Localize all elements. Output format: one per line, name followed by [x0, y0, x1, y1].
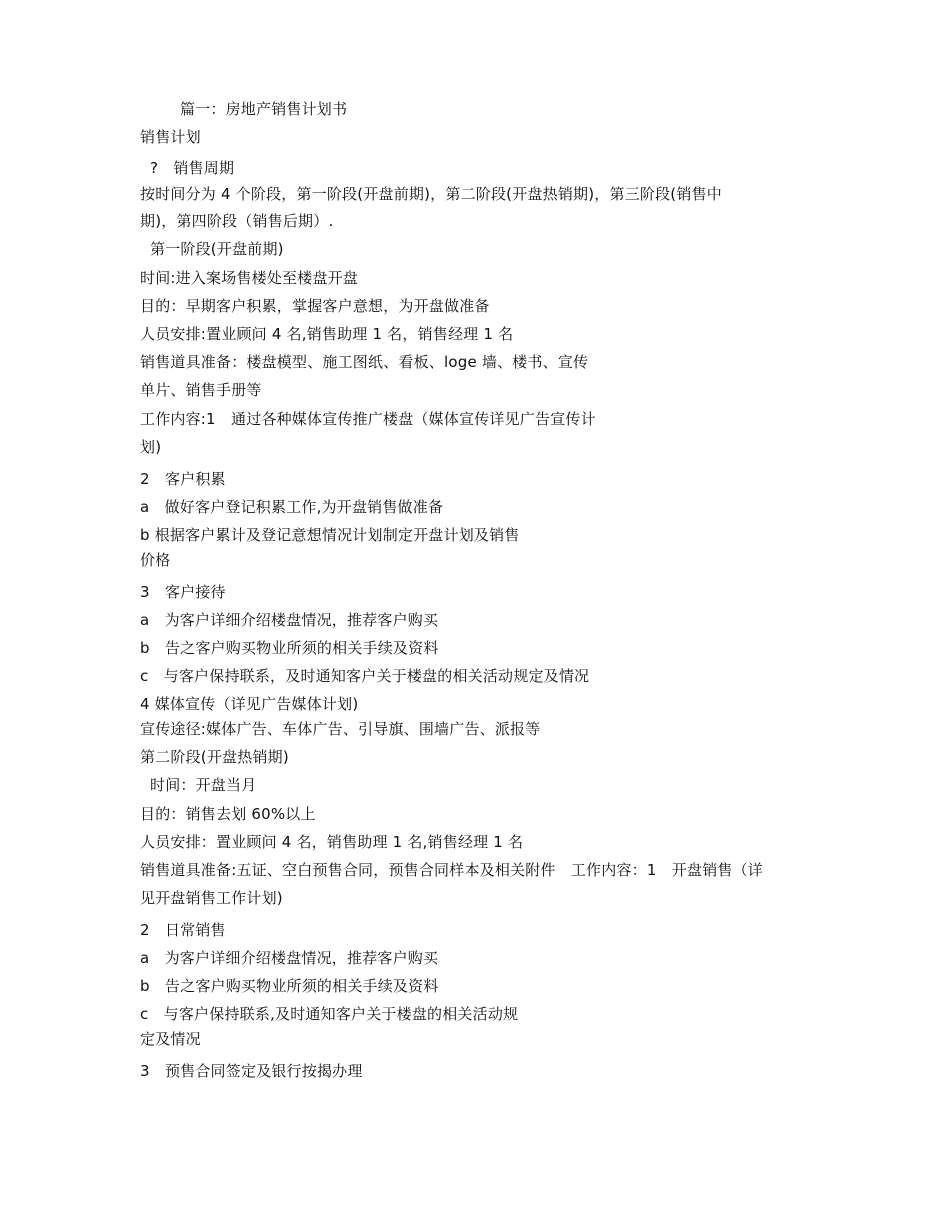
list-item: a 为客户详细介绍楼盘情况，推荐客户购买 [140, 949, 439, 967]
paragraph-line: 人员安排:置业顾问 4 名,销售助理 1 名，销售经理 1 名 [140, 325, 514, 343]
paragraph-line: 划) [140, 438, 162, 456]
heading-sales-plan: 销售计划 [140, 128, 201, 146]
list-item: b 告之客户购买物业所须的相关手续及资料 [140, 977, 439, 995]
heading-phase-1: 第一阶段(开盘前期) [150, 240, 284, 258]
list-item: 3 客户接待 [140, 583, 226, 601]
list-item: a 做好客户登记积累工作,为开盘销售做准备 [140, 498, 444, 516]
list-item: 4 媒体宣传（详见广告媒体计划) [140, 695, 359, 713]
list-item: b 告之客户购买物业所须的相关手续及资料 [140, 639, 439, 657]
paragraph-line: 期)，第四阶段（销售后期）. [140, 212, 334, 230]
list-item: c 与客户保持联系,及时通知客户关于楼盘的相关活动规 [140, 1005, 519, 1023]
paragraph-line: 见开盘销售工作计划) [140, 889, 283, 907]
list-item: a 为客户详细介绍楼盘情况，推荐客户购买 [140, 611, 439, 629]
paragraph-line: 时间：开盘当月 [150, 776, 257, 794]
heading-phase-2: 第二阶段(开盘热销期) [140, 748, 289, 766]
paragraph-line: 价格 [140, 551, 171, 569]
paragraph-line: 人员安排：置业顾问 4 名，销售助理 1 名,销售经理 1 名 [140, 833, 524, 851]
paragraph-line: 工作内容:1 通过各种媒体宣传推广楼盘（媒体宣传详见广告宣传计 [140, 410, 596, 428]
paragraph-line: 目的：销售去划 60%以上 [140, 805, 316, 823]
paragraph-line: 按时间分为 4 个阶段，第一阶段(开盘前期)，第二阶段(开盘热销期)，第三阶段(销售中 [140, 185, 722, 203]
paragraph-line: 销售道具准备:五证、空白预售合同，预售合同样本及相关附件 工作内容：1 开盘销售（详 [140, 861, 764, 879]
list-item: b 根据客户累计及登记意想情况计划制定开盘计划及销售 [140, 526, 520, 544]
paragraph-line: 目的：早期客户积累，掌握客户意想，为开盘做准备 [140, 297, 490, 315]
document-title: 篇一：房地产销售计划书 [180, 100, 348, 118]
list-item: c 与客户保持联系，及时通知客户关于楼盘的相关活动规定及情况 [140, 667, 590, 685]
heading-sales-cycle: ? 销售周期 [150, 159, 235, 177]
paragraph-line: 宣传途径:媒体广告、车体广告、引导旗、围墙广告、派报等 [140, 720, 541, 738]
list-item: 3 预售合同签定及银行按揭办理 [140, 1062, 363, 1080]
paragraph-line: 销售道具准备：楼盘模型、施工图纸、看板、loge 墙、楼书、宣传 [140, 353, 589, 371]
paragraph-line: 定及情况 [140, 1030, 201, 1048]
list-item: 2 客户积累 [140, 470, 226, 488]
paragraph-line: 时间:进入案场售楼处至楼盘开盘 [140, 269, 359, 287]
paragraph-line: 单片、销售手册等 [140, 381, 262, 399]
list-item: 2 日常销售 [140, 921, 226, 939]
